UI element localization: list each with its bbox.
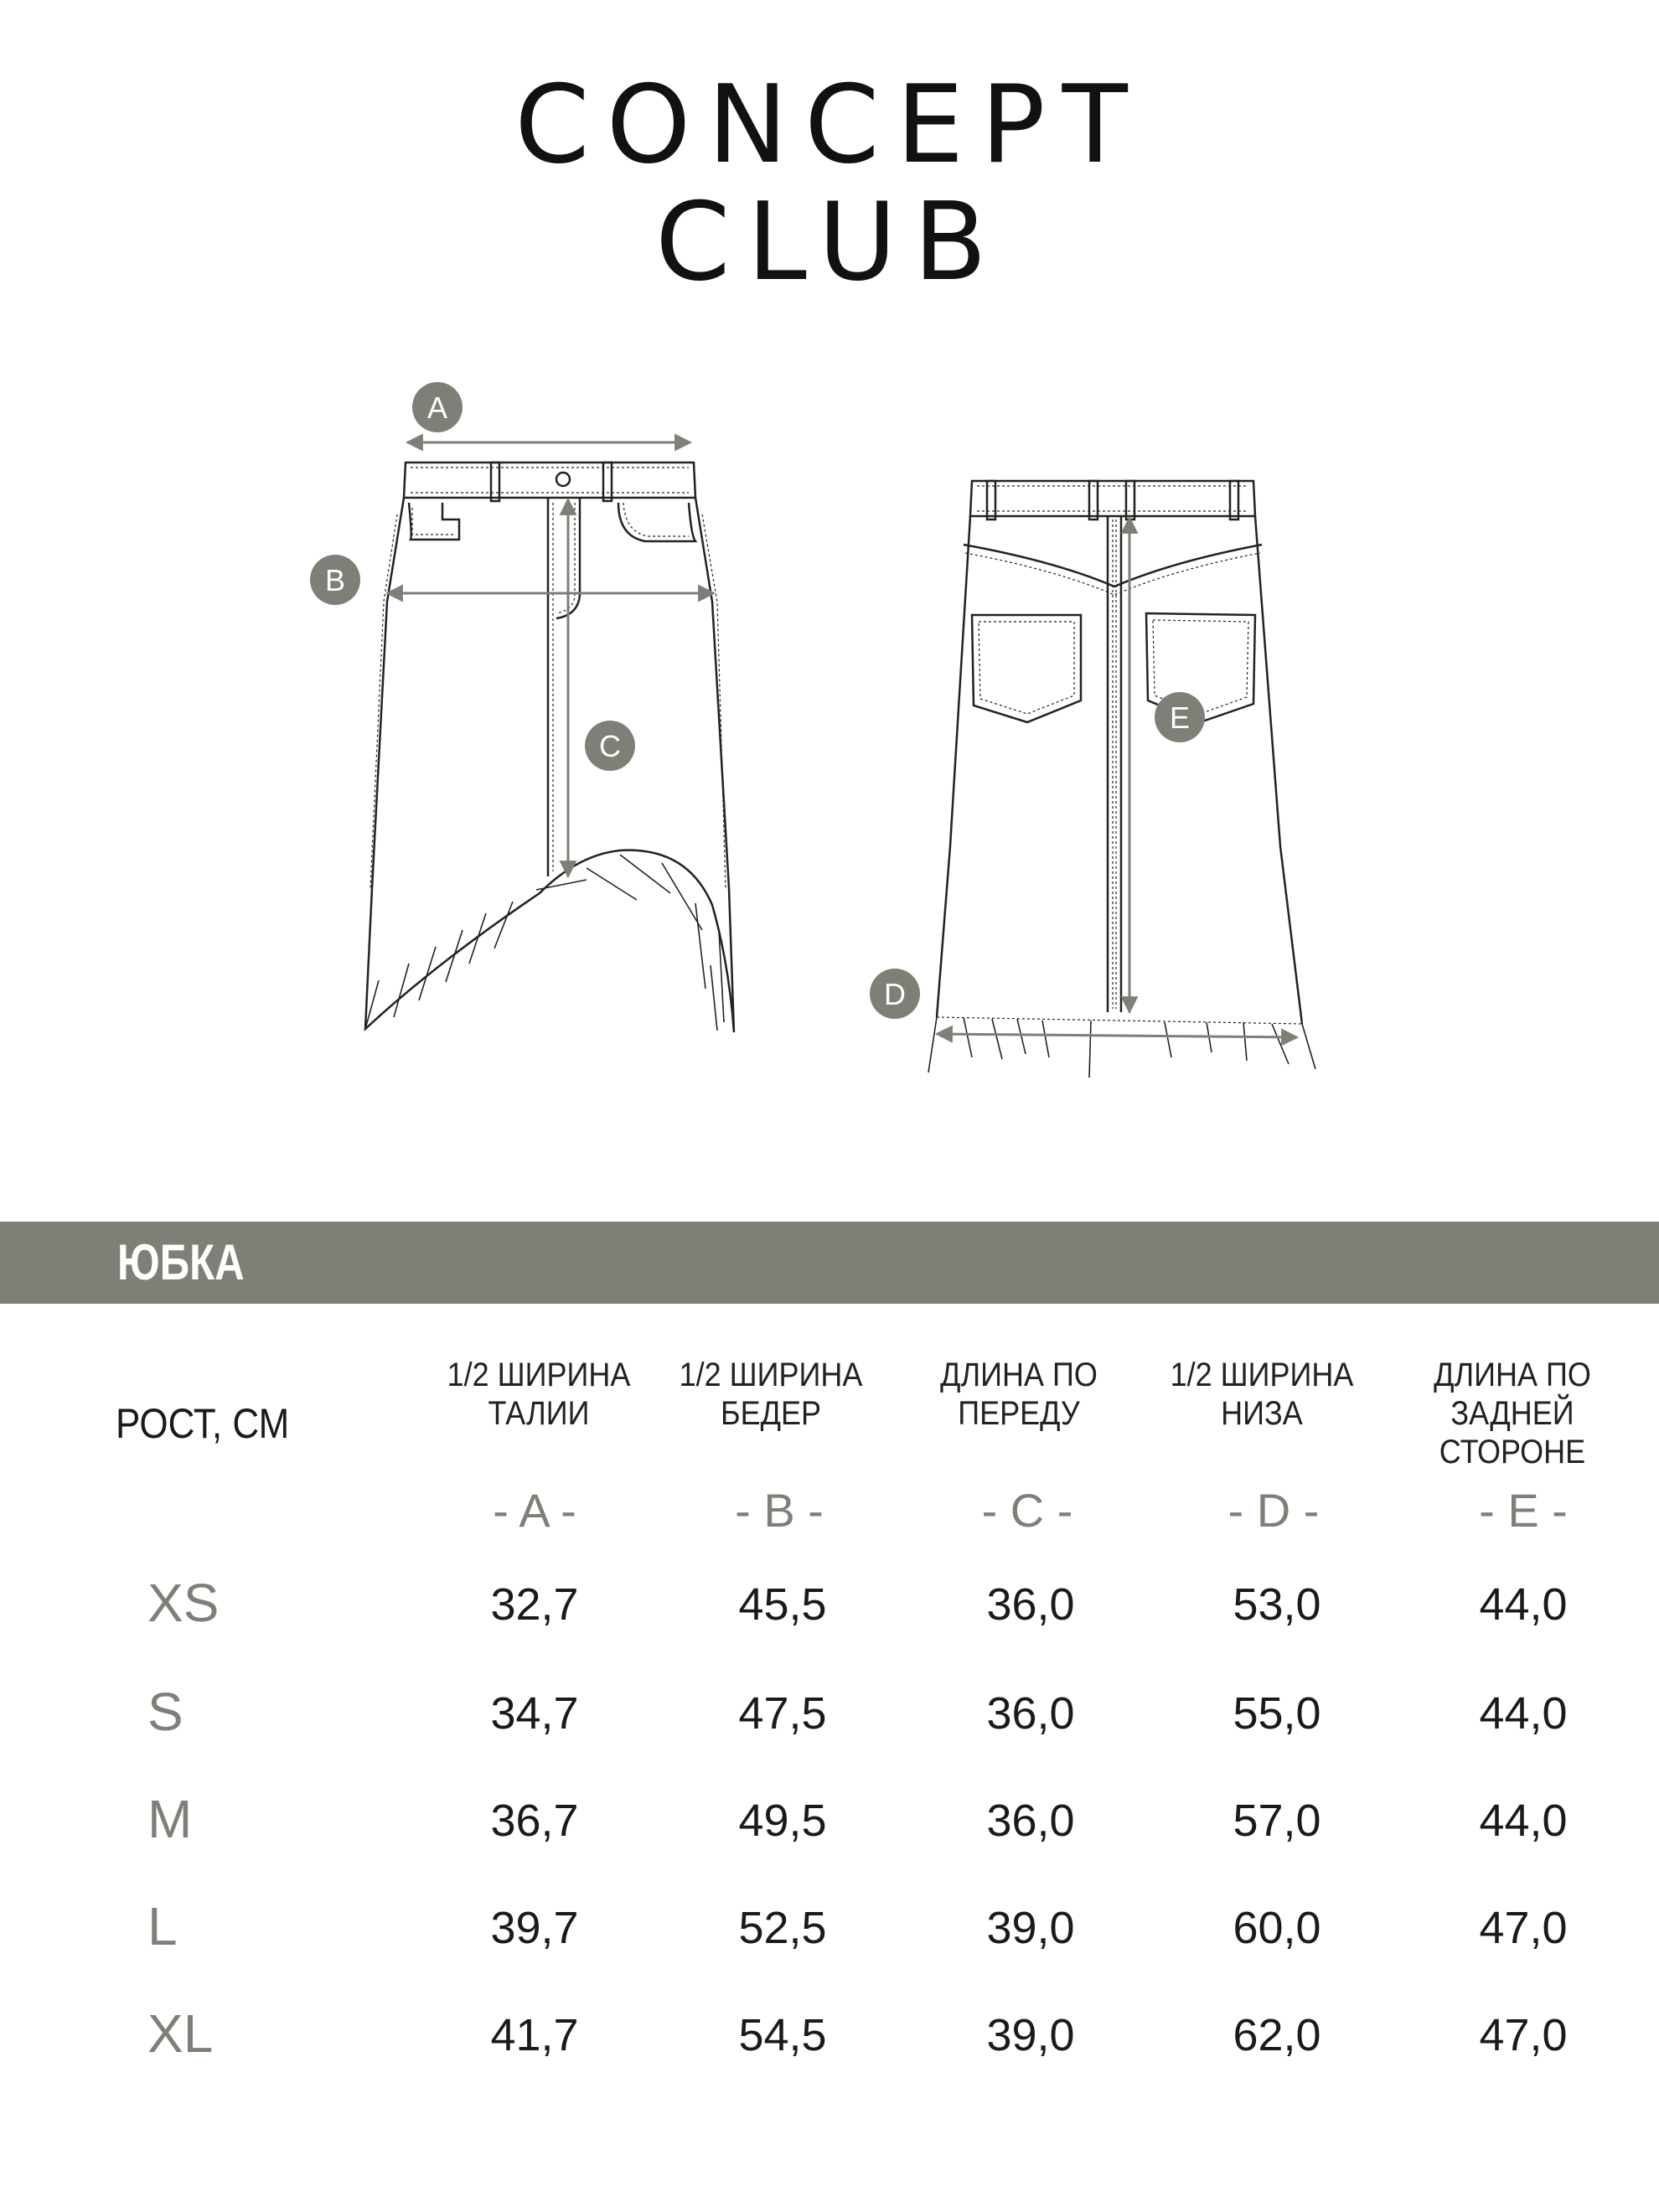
column-letter-d: - D -: [1227, 1484, 1320, 1537]
table-cell: 44,0: [1479, 1796, 1568, 1846]
marker-badge-b: [310, 555, 360, 605]
measurement-lines: [387, 442, 1297, 1037]
table-cell: 55,0: [1233, 1688, 1321, 1739]
table-cell: 45,5: [738, 1579, 827, 1630]
table-cell: 44,0: [1479, 1688, 1568, 1739]
table-cell: 47,0: [1479, 1903, 1568, 1953]
front-skirt-drawing: [365, 463, 734, 1032]
brand-logo-line-1: CONCEPT: [514, 63, 1145, 188]
table-cell: 54,5: [738, 2010, 827, 2060]
table-cell: 47,5: [738, 1688, 827, 1739]
size-label: XL: [147, 2003, 214, 2064]
size-label: XS: [147, 1573, 220, 1633]
marker-label-c: C: [599, 729, 621, 763]
table-cell: 57,0: [1233, 1796, 1321, 1846]
table-cell: 49,5: [738, 1796, 827, 1846]
table-cell: 53,0: [1233, 1579, 1321, 1630]
table-cell: 39,7: [490, 1903, 579, 1953]
brand-logo-line-2: CLUB: [655, 180, 1004, 305]
section-title: ЮБКА: [117, 1234, 245, 1290]
size-label: S: [147, 1682, 183, 1742]
column-header-hem-width: 1/2 ШИРИНА НИЗА: [1170, 1357, 1354, 1432]
table-cell: 60,0: [1233, 1903, 1321, 1953]
column-letter-b: - B -: [735, 1484, 824, 1537]
table-cell: 36,0: [986, 1579, 1075, 1630]
size-label: L: [147, 1896, 178, 1956]
table-cell: 41,7: [490, 2010, 579, 2060]
table-cell: 62,0: [1233, 2010, 1321, 2060]
table-cell: 39,0: [986, 1903, 1075, 1953]
marker-label-b: B: [324, 563, 346, 597]
marker-badge-a: [412, 382, 463, 432]
column-header-waist: 1/2 ШИРИНА ТАЛИИ: [447, 1357, 631, 1432]
column-header-front-length: ДЛИНА ПО ПЕРЕДУ: [940, 1357, 1098, 1432]
table-cell: 34,7: [490, 1688, 579, 1739]
back-skirt-drawing: [928, 481, 1315, 1078]
table-cell: 52,5: [738, 1903, 827, 1953]
column-letter-a: - A -: [493, 1484, 576, 1537]
table-cell: 36,0: [986, 1796, 1075, 1846]
size-label: M: [147, 1789, 193, 1849]
column-letter-c: - C -: [981, 1484, 1073, 1537]
column-letter-e: - E -: [1479, 1484, 1568, 1537]
marker-badge-e: [1155, 692, 1205, 742]
table-cell: 32,7: [490, 1579, 579, 1630]
marker-label-d: D: [884, 977, 906, 1011]
row-header-height: РОСТ, СМ: [116, 1400, 290, 1447]
marker-label-e: E: [1169, 700, 1191, 735]
table-cell: 44,0: [1479, 1579, 1568, 1630]
table-cell: 47,0: [1479, 2010, 1568, 2060]
table-cell: 36,0: [986, 1688, 1075, 1739]
marker-label-a: A: [426, 390, 448, 425]
section-header-band: [0, 1222, 1659, 1304]
column-header-back-length: ДЛИНА ПО ЗАДНЕЙ СТОРОНЕ: [1434, 1357, 1591, 1470]
column-header-hips: 1/2 ШИРИНА БЕДЕР: [679, 1357, 863, 1432]
table-cell: 36,7: [490, 1796, 579, 1846]
marker-badge-d: [870, 969, 920, 1019]
marker-badge-c: [585, 721, 635, 771]
table-cell: 39,0: [986, 2010, 1075, 2060]
